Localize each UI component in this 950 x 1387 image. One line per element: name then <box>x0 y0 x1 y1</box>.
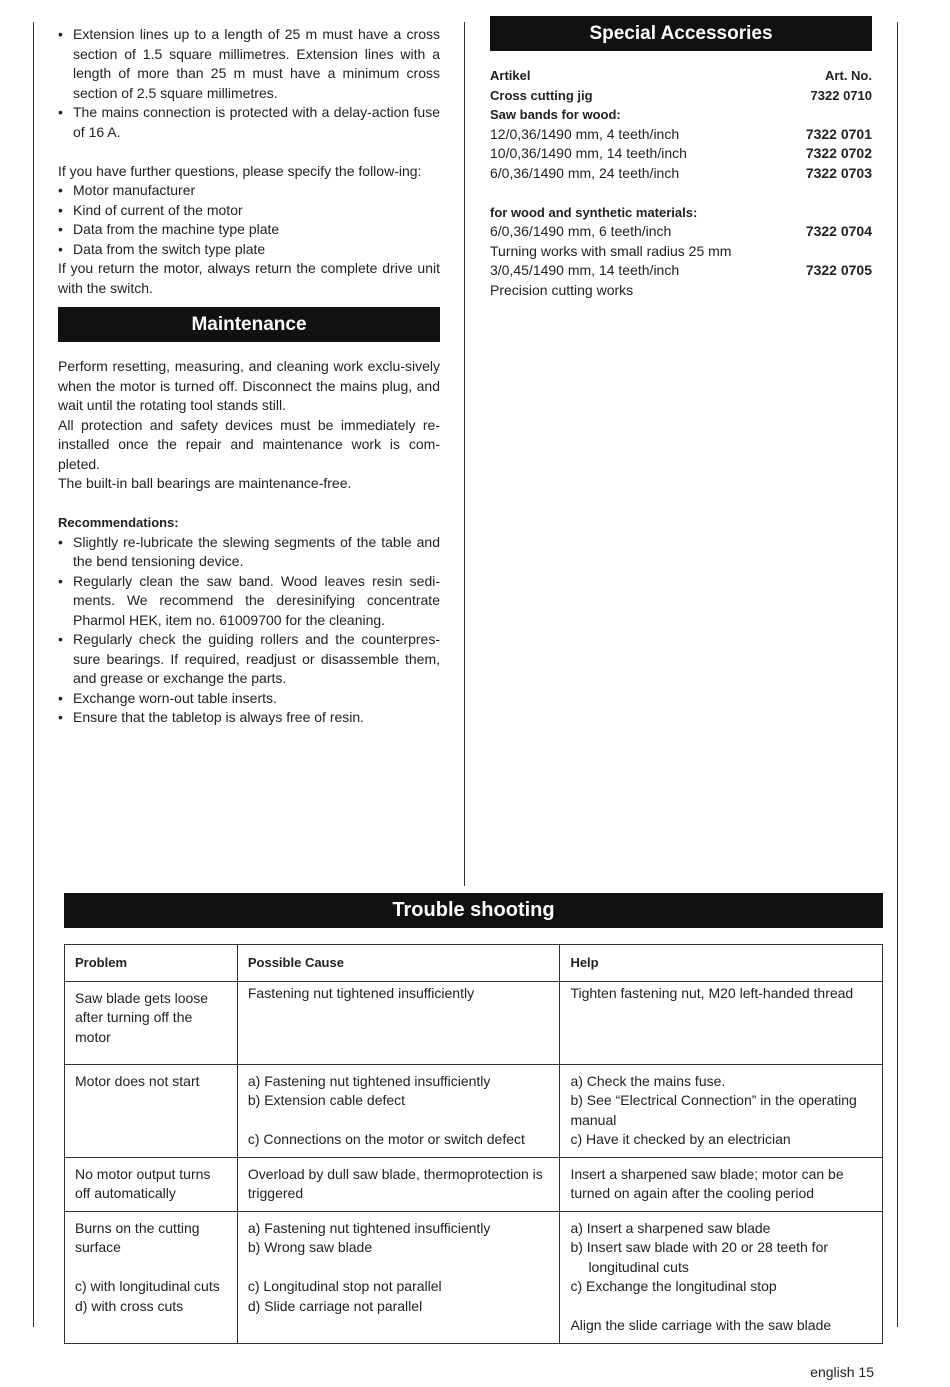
table-row <box>65 1157 883 1211</box>
maintenance-heading: Maintenance <box>58 307 440 342</box>
column-header: Problem <box>65 945 238 982</box>
cause-text: a) Fastening nut tightened insufficiently <box>247 1219 491 1236</box>
cause-text: d) Slide carriage not parallel <box>247 1297 423 1314</box>
synthetic-heading: for wood and synthetic materials: <box>490 204 698 220</box>
list-item: • Slightly re-lubricate the slewing segments of the table and the bend tensioning device. <box>58 533 440 572</box>
maintenance-paragraph: The built-in ball bearings are maintenance-free. <box>58 475 352 491</box>
accessory-note: Precision cutting works <box>490 281 634 298</box>
problem-text: Burns on the cutting surface <box>75 1219 200 1255</box>
problem-cell <box>65 1157 238 1211</box>
help-text: a) Check the mains fuse. <box>570 1072 726 1089</box>
help-text: Tighten fastening nut, M20 left-handed thread <box>570 984 854 1001</box>
help-text: b) Insert saw blade with 20 or 28 teeth for longitudinal cuts <box>570 1239 829 1275</box>
cause-text: a) Fastening nut tightened insufficiently <box>247 1072 491 1089</box>
cause-cell <box>237 1064 560 1157</box>
list-item: • Data from the machine type plate <box>58 220 440 240</box>
list-item: • Kind of current of the motor <box>58 201 440 221</box>
help-text: b) See “Electrical Connection” in the operating manual <box>570 1092 857 1128</box>
accessories-heading: Special Accessories <box>490 16 872 51</box>
accessory-number: 7322 0710 <box>810 87 872 103</box>
list-item: • Data from the switch type plate <box>58 240 440 260</box>
left-column <box>58 25 440 728</box>
accessory-label: Cross cutting jig <box>490 87 593 103</box>
cause-text: c) Longitudinal stop not parallel <box>247 1278 442 1294</box>
accessory-label: 12/0,36/1490 mm, 4 teeth/inch <box>490 125 680 142</box>
list-item: • Exchange worn-out table inserts. <box>58 689 440 709</box>
page-footer: english 15 <box>810 1364 874 1380</box>
maintenance-paragraph: All protection and safety devices must be immediately re-installed once the repair and maintenance work is com-pleted. <box>58 416 440 472</box>
list-item: • The mains connection is protected with a delay-action fuse of 16 A. <box>58 103 440 142</box>
accessory-row <box>490 222 872 242</box>
accessory-number: 7322 0703 <box>805 164 872 181</box>
left-margin-line <box>33 22 34 1327</box>
artikel-header: Artikel <box>490 68 531 83</box>
questions-list <box>58 181 440 259</box>
troubleshooting-heading: Trouble shooting <box>64 893 883 928</box>
table-row <box>65 1211 883 1343</box>
accessory-label: 10/0,36/1490 mm, 14 teeth/inch <box>490 145 687 161</box>
art-no-header: Art. No. <box>825 68 872 83</box>
maintenance-paragraph: Perform resetting, measuring, and cleaning work exclu-sively when the motor is turned off. Disconnect the mains plug, and wait until the rotating tool stands still. <box>58 358 440 413</box>
accessory-number: 7322 0705 <box>805 262 872 278</box>
accessory-label: 3/0,45/1490 mm, 14 teeth/inch <box>490 262 680 278</box>
questions-intro: If you have further questions, please specify the follow-ing: <box>58 162 422 179</box>
cause-text: b) Extension cable defect <box>247 1092 406 1108</box>
accessory-row <box>490 261 872 281</box>
list-item: • Regularly check the guiding rollers and the counterpres-sure bearings. If required, readjust or disassemble them, and grease or exchange the parts. <box>58 630 440 689</box>
problem-text: Motor does not start <box>75 1072 200 1089</box>
right-margin-line <box>897 22 898 1327</box>
help-cell <box>560 981 883 1064</box>
table-row <box>65 981 883 1064</box>
extension-bullets <box>58 25 440 142</box>
troubleshooting-table <box>64 944 883 1344</box>
list-item: • Extension lines up to a length of 25 m must have a cross section of 1.5 square millimetres. Extension lines with a length of more than 25 m must have a minimum cross section of 2.5 square millimetres. <box>58 25 440 103</box>
cause-cell <box>237 981 560 1064</box>
list-item: • Regularly clean the saw band. Wood leaves resin sedi-ments. We recommend the deresinifying concentrate Pharmol HEK, item no. 61009700 for the cleaning. <box>58 572 440 631</box>
accessories-header-row <box>490 66 872 86</box>
help-cell <box>560 1064 883 1157</box>
accessory-row <box>490 164 872 184</box>
problem-text: c) with longitudinal cuts <box>75 1278 220 1294</box>
accessory-note: Turning works with small radius 25 mm <box>490 242 732 259</box>
cause-text: Fastening nut tightened insufficiently <box>247 984 475 1001</box>
right-column <box>490 16 872 300</box>
problem-text: d) with cross cuts <box>75 1297 184 1314</box>
table-header-row <box>65 945 883 982</box>
problem-text: No motor output turns off automatically <box>75 1165 211 1201</box>
accessory-label: 6/0,36/1490 mm, 24 teeth/inch <box>490 164 680 181</box>
help-text: a) Insert a sharpened saw blade <box>570 1219 771 1236</box>
help-cell <box>560 1211 883 1343</box>
column-divider <box>464 22 465 886</box>
help-text: Align the slide carriage with the saw blade <box>570 1317 832 1333</box>
accessory-label: 6/0,36/1490 mm, 6 teeth/inch <box>490 223 672 239</box>
column-header: Help <box>560 945 883 982</box>
help-cell <box>560 1157 883 1211</box>
help-text: c) Exchange the longitudinal stop <box>570 1278 777 1294</box>
accessory-row <box>490 144 872 164</box>
accessory-row <box>490 125 872 145</box>
return-note: If you return the motor, always return the complete drive unit with the switch. <box>58 260 440 296</box>
list-item: • Ensure that the tabletop is always free of resin. <box>58 708 440 728</box>
cause-text: b) Wrong saw blade <box>247 1239 373 1255</box>
cause-text: c) Connections on the motor or switch defect <box>247 1131 525 1147</box>
accessory-number: 7322 0704 <box>805 223 872 239</box>
problem-cell <box>65 1064 238 1157</box>
cause-text: Overload by dull saw blade, thermoprotection is triggered <box>247 1165 543 1201</box>
table-row <box>65 1064 883 1157</box>
saw-bands-heading: Saw bands for wood: <box>490 107 621 122</box>
accessory-row <box>490 86 872 106</box>
cause-cell <box>237 1211 560 1343</box>
accessory-number: 7322 0702 <box>805 145 872 161</box>
problem-cell <box>65 1211 238 1343</box>
cause-cell <box>237 1157 560 1211</box>
recommendations-heading: Recommendations: <box>58 515 179 530</box>
problem-text: Saw blade gets loose after turning off the motor <box>75 989 209 1045</box>
list-item: • Motor manufacturer <box>58 181 440 201</box>
help-text: c) Have it checked by an electrician <box>570 1131 791 1147</box>
help-text: Insert a sharpened saw blade; motor can be turned on again after the cooling period <box>570 1165 844 1201</box>
column-header: Possible Cause <box>237 945 560 982</box>
recommendations-list <box>58 533 440 728</box>
accessory-number: 7322 0701 <box>805 125 872 142</box>
problem-cell <box>65 981 238 1064</box>
